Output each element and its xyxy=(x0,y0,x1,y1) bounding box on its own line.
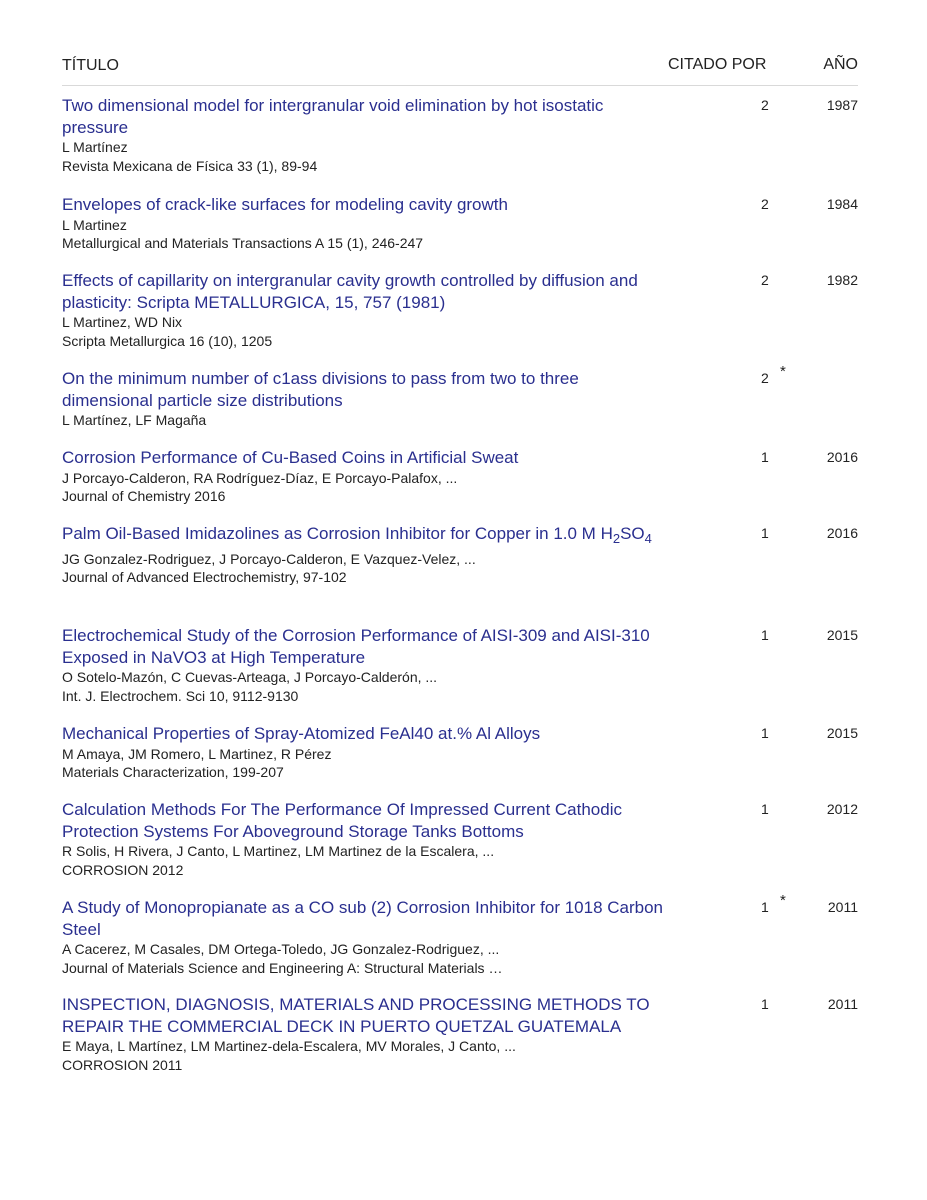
publication-title-link[interactable]: INSPECTION, DIAGNOSIS, MATERIALS AND PROCESSING METHODS TO REPAIR THE COMMERCIAL DECK IN PUERTO QUETZAL GUATEMALA xyxy=(62,995,650,1036)
publication-title-link[interactable]: Electrochemical Study of the Corrosion Performance of AISI-309 and AISI-310 Exposed in NaVO3 at High Temperature xyxy=(62,626,650,667)
merged-citation-star: * xyxy=(780,892,786,909)
publication-year: 2016 xyxy=(826,449,858,465)
publication-row xyxy=(62,447,858,506)
publication-title-link[interactable]: A Study of Monopropianate as a CO sub (2) Corrosion Inhibitor for 1018 Carbon Steel xyxy=(62,898,664,939)
publication-authors: JG Gonzalez-Rodriguez, J Porcayo-Calderon, E Vazquez-Velez, ... xyxy=(62,550,476,567)
cited-by-count[interactable]: 1 xyxy=(761,996,769,1012)
publication-year: 2012 xyxy=(826,801,858,817)
cited-by-count[interactable]: 1 xyxy=(761,899,769,915)
publication-title-link[interactable]: Corrosion Performance of Cu-Based Coins in Artificial Sweat xyxy=(62,448,519,467)
publication-venue: Scripta Metallurgica 16 (10), 1205 xyxy=(62,332,273,349)
publication-venue: Journal of Materials Science and Engineering A: Structural Materials … xyxy=(62,959,503,976)
publication-venue: CORROSION 2011 xyxy=(62,1056,183,1073)
publication-venue: Journal of Advanced Electrochemistry, 97-102 xyxy=(62,569,347,585)
publication-row xyxy=(62,994,858,1074)
cited-by-count[interactable]: 2 xyxy=(761,196,769,212)
header-cited-by[interactable]: CITADO POR xyxy=(668,56,767,73)
merged-citation-star: * xyxy=(780,363,786,380)
publication-title-link[interactable] xyxy=(62,523,667,545)
publication-authors: J Porcayo-Calderon, RA Rodríguez-Díaz, E Porcayo-Palafox, ... xyxy=(62,469,458,486)
publication-authors: R Solis, H Rivera, J Canto, L Martinez, LM Martinez de la Escalera, ... xyxy=(62,843,495,859)
publication-title-link[interactable]: Mechanical Properties of Spray-Atomized FeAl40 at.% Al Alloys xyxy=(62,724,541,743)
publication-authors: E Maya, L Martínez, LM Martinez-dela-Escalera, MV Morales, J Canto, ... xyxy=(62,1038,516,1054)
publication-venue: Metallurgical and Materials Transactions A 15 (1), 246-247 xyxy=(62,235,424,251)
publication-year: 2016 xyxy=(826,525,858,541)
publication-row xyxy=(62,523,858,587)
publication-authors: L Martínez xyxy=(62,139,128,155)
cited-by-count[interactable]: 1 xyxy=(761,801,769,817)
publication-title-link[interactable]: Calculation Methods For The Performance Of Impressed Current Cathodic Protection Systems For Aboveground Storage Tanks Bottoms xyxy=(62,800,622,841)
publication-row xyxy=(62,363,858,430)
publication-venue: Int. J. Electrochem. Sci 10, 9112-9130 xyxy=(62,687,299,704)
publication-year: 2011 xyxy=(827,899,858,915)
publication-row xyxy=(62,95,858,175)
title-text: Palm Oil-Based Imidazolines as Corrosion Inhibitor for Copper in 1.0 M H xyxy=(62,524,613,543)
publication-year: 1984 xyxy=(826,196,858,212)
cited-by-count[interactable]: 2 xyxy=(761,97,769,113)
publication-venue: Journal of Chemistry 2016 xyxy=(62,488,226,504)
publication-title-link[interactable]: Effects of capillarity on intergranular cavity growth controlled by diffusion and plasticity: Scripta METALLURGICA, 15, 757 (1981) xyxy=(62,271,638,312)
title-subscript: 2 xyxy=(612,531,621,546)
publication-title-link[interactable]: Envelopes of crack-like surfaces for modeling cavity growth xyxy=(62,195,508,214)
publication-year: 2015 xyxy=(826,725,858,741)
publication-row xyxy=(62,892,858,977)
publication-row xyxy=(62,625,858,705)
title-subscript: 4 xyxy=(644,531,652,546)
cited-by-count[interactable]: 1 xyxy=(761,725,769,741)
publication-year: 2015 xyxy=(826,627,858,643)
header-title[interactable]: TÍTULO xyxy=(62,57,119,74)
table-header xyxy=(62,55,858,86)
cited-by-count[interactable]: 1 xyxy=(761,627,769,643)
cited-by-count[interactable]: 2 xyxy=(761,370,769,386)
publication-year: 1987 xyxy=(826,97,858,113)
publication-row xyxy=(62,194,858,253)
publication-authors: L Martinez, WD Nix xyxy=(62,314,183,330)
title-text: SO xyxy=(620,524,645,543)
publication-venue: Materials Characterization, 199-207 xyxy=(62,764,284,780)
publication-authors: A Cacerez, M Casales, DM Ortega-Toledo, JG Gonzalez-Rodriguez, ... xyxy=(62,941,500,957)
header-year[interactable]: AÑO xyxy=(823,56,858,73)
publication-authors: O Sotelo-Mazón, C Cuevas-Arteaga, J Porcayo-Calderón, ... xyxy=(62,669,438,685)
publication-year: 2011 xyxy=(827,996,858,1012)
publication-authors: L Martinez xyxy=(62,216,127,233)
publication-authors: L Martínez, LF Magaña xyxy=(62,412,207,428)
publication-row xyxy=(62,723,858,782)
publication-title-link[interactable]: Two dimensional model for intergranular void elimination by hot isostatic pressure xyxy=(62,96,604,137)
publication-row xyxy=(62,799,858,879)
publication-row xyxy=(62,270,858,350)
publication-venue: CORROSION 2012 xyxy=(62,861,184,878)
cited-by-count[interactable]: 1 xyxy=(761,449,769,465)
cited-by-count[interactable]: 2 xyxy=(761,272,769,288)
cited-by-count[interactable]: 1 xyxy=(761,525,769,541)
publication-authors: M Amaya, JM Romero, L Martinez, R Pérez xyxy=(62,745,332,762)
publication-venue: Revista Mexicana de Física 33 (1), 89-94 xyxy=(62,157,318,174)
publication-title-link[interactable]: On the minimum number of c1ass divisions to pass from two to three dimensional particle size distributions xyxy=(62,369,579,410)
publication-year: 1982 xyxy=(826,272,858,288)
